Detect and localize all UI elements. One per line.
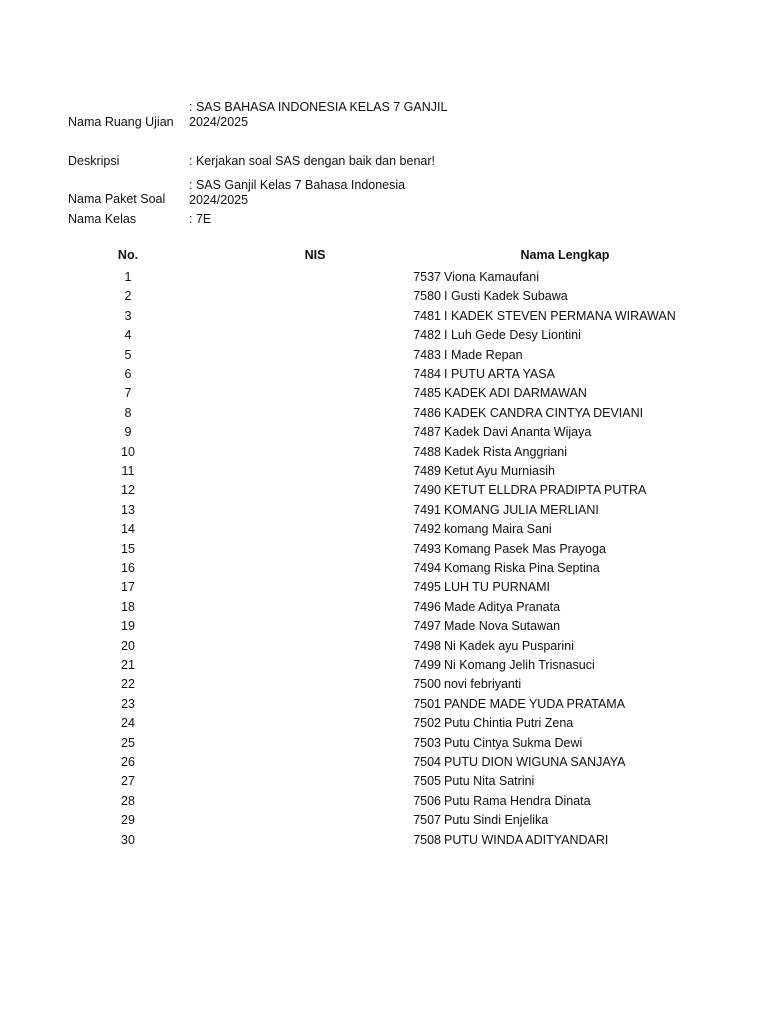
row-nis: 7507 <box>413 813 441 828</box>
table-row <box>0 716 768 735</box>
row-nis: 7488 <box>413 444 441 459</box>
row-nis: 7497 <box>413 619 441 634</box>
row-nis: 7503 <box>413 735 441 750</box>
row-name: Kadek Davi Ananta Wijaya <box>444 425 592 440</box>
row-number: 17 <box>121 580 135 595</box>
table-row <box>0 561 768 580</box>
table-row <box>0 464 768 483</box>
deskripsi-label: Deskripsi <box>68 154 120 168</box>
table-row <box>0 503 768 522</box>
paket-value-line2: 2024/2025 <box>189 193 249 207</box>
row-number: 14 <box>121 522 135 537</box>
deskripsi-value: : Kerjakan soal SAS dengan baik dan benar! <box>189 154 436 168</box>
table-row <box>0 445 768 464</box>
row-name: Made Nova Sutawan <box>444 619 561 634</box>
header-name: Nama Lengkap <box>520 248 610 262</box>
header-nis: NIS <box>304 248 326 262</box>
row-nis: 7502 <box>413 716 441 731</box>
row-number: 19 <box>121 619 135 634</box>
row-number: 16 <box>121 561 135 575</box>
header-no: No. <box>117 248 139 262</box>
row-nis: 7500 <box>413 677 441 692</box>
row-number: 6 <box>124 367 132 381</box>
row-number: 30 <box>121 832 135 847</box>
row-number: 1 <box>124 270 132 284</box>
table-row <box>0 794 768 813</box>
row-nis: 7504 <box>413 755 441 769</box>
row-name: I KADEK STEVEN PERMANA WIRAWAN <box>444 308 676 323</box>
row-number: 15 <box>121 541 135 556</box>
table-row <box>0 677 768 696</box>
table-row <box>0 328 768 347</box>
kelas-label: Nama Kelas <box>68 212 137 226</box>
table-row <box>0 600 768 619</box>
row-name: Komang Riska Pina Septina <box>444 561 600 575</box>
paket-label: Nama Paket Soal <box>68 192 166 206</box>
row-number: 10 <box>121 444 135 459</box>
table-row <box>0 697 768 716</box>
row-nis: 7496 <box>413 599 441 614</box>
row-name: PUTU WINDA ADITYANDARI <box>444 832 609 847</box>
row-name: Putu Cintya Sukma Dewi <box>444 735 583 750</box>
row-nis: 7494 <box>413 561 441 575</box>
table-row <box>0 542 768 561</box>
table-row <box>0 813 768 832</box>
table-row <box>0 270 768 289</box>
row-nis: 7580 <box>413 289 441 304</box>
table-row <box>0 619 768 638</box>
row-number: 25 <box>121 735 135 750</box>
row-name: I Luh Gede Desy Liontini <box>444 328 581 343</box>
ruang-value-line2: 2024/2025 <box>189 115 249 129</box>
row-name: PUTU DION WIGUNA SANJAYA <box>444 755 626 769</box>
row-name: Putu Sindi Enjelika <box>444 813 549 828</box>
row-name: I Made Repan <box>444 347 523 362</box>
row-number: 21 <box>121 658 135 672</box>
row-name: komang Maira Sani <box>444 522 552 537</box>
row-number: 20 <box>121 638 135 653</box>
ruang-value <box>189 100 447 130</box>
row-name: Ni Komang Jelih Trisnasuci <box>444 658 595 672</box>
row-nis: 7506 <box>413 793 441 808</box>
row-number: 3 <box>124 308 132 323</box>
ruang-label: Nama Ruang Ujian <box>68 115 174 129</box>
row-number: 5 <box>124 347 132 362</box>
row-name: Made Aditya Pranata <box>444 599 561 614</box>
row-number: 18 <box>121 599 135 614</box>
row-nis: 7481 <box>413 308 441 323</box>
row-name: Putu Nita Satrini <box>444 774 535 789</box>
paket-value <box>189 178 405 208</box>
row-name: I Gusti Kadek Subawa <box>444 289 568 304</box>
row-number: 9 <box>124 425 132 440</box>
row-nis: 7498 <box>413 638 441 653</box>
row-number: 7 <box>124 386 132 401</box>
row-nis: 7501 <box>413 696 441 711</box>
row-nis: 7489 <box>413 464 441 478</box>
row-number: 13 <box>121 502 135 517</box>
row-number: 28 <box>121 793 135 808</box>
row-nis: 7508 <box>413 832 441 847</box>
table-row <box>0 736 768 755</box>
table-row <box>0 522 768 541</box>
row-nis: 7495 <box>413 580 441 595</box>
row-name: KOMANG JULIA MERLIANI <box>444 502 599 517</box>
row-number: 12 <box>121 483 135 498</box>
row-nis: 7492 <box>413 522 441 537</box>
row-name: KADEK ADI DARMAWAN <box>444 386 587 401</box>
table-row <box>0 483 768 502</box>
table-row <box>0 639 768 658</box>
table-row <box>0 755 768 774</box>
table-row <box>0 425 768 444</box>
row-nis: 7483 <box>413 347 441 362</box>
row-number: 8 <box>124 405 132 420</box>
row-nis: 7485 <box>413 386 441 401</box>
row-name: Ketut Ayu Murniasih <box>444 464 555 478</box>
row-name: Putu Chintia Putri Zena <box>444 716 574 731</box>
row-number: 2 <box>124 289 132 304</box>
row-number: 22 <box>121 677 135 692</box>
row-number: 26 <box>121 755 135 769</box>
table-row <box>0 348 768 367</box>
row-nis: 7505 <box>413 774 441 789</box>
row-name: KADEK CANDRA CINTYA DEVIANI <box>444 405 644 420</box>
row-number: 11 <box>121 464 135 478</box>
row-name: I PUTU ARTA YASA <box>444 367 555 381</box>
paket-value-line1: : SAS Ganjil Kelas 7 Bahasa Indonesia <box>189 178 406 192</box>
row-nis: 7537 <box>413 270 441 284</box>
row-name: LUH TU PURNAMI <box>444 580 551 595</box>
table-row <box>0 367 768 386</box>
table-row <box>0 658 768 677</box>
row-nis: 7493 <box>413 541 441 556</box>
table-row <box>0 406 768 425</box>
row-nis: 7490 <box>413 483 441 498</box>
table-row <box>0 289 768 308</box>
row-number: 4 <box>124 328 132 343</box>
row-name: Ni Kadek ayu Pusparini <box>444 638 574 653</box>
table-row <box>0 309 768 328</box>
row-name: Putu Rama Hendra Dinata <box>444 793 591 808</box>
row-number: 27 <box>121 774 135 789</box>
row-nis: 7486 <box>413 405 441 420</box>
row-nis: 7491 <box>413 502 441 517</box>
row-nis: 7482 <box>413 328 441 343</box>
row-nis: 7487 <box>413 425 441 440</box>
row-name: Viona Kamaufani <box>444 270 539 284</box>
row-number: 29 <box>121 813 135 828</box>
row-number: 23 <box>121 696 135 711</box>
row-name: Komang Pasek Mas Prayoga <box>444 541 606 556</box>
table-row <box>0 580 768 599</box>
row-name: novi febriyanti <box>444 677 522 692</box>
kelas-value: : 7E <box>189 212 212 226</box>
table-row <box>0 386 768 405</box>
row-nis: 7484 <box>413 367 441 381</box>
row-name: PANDE MADE YUDA PRATAMA <box>444 696 626 711</box>
row-name: KETUT ELLDRA PRADIPTA PUTRA <box>444 483 647 498</box>
ruang-value-line1: : SAS BAHASA INDONESIA KELAS 7 GANJIL <box>189 100 448 114</box>
table-row <box>0 833 768 852</box>
table-row <box>0 774 768 793</box>
row-nis: 7499 <box>413 658 441 672</box>
row-number: 24 <box>121 716 135 731</box>
row-name: Kadek Rista Anggriani <box>444 444 567 459</box>
